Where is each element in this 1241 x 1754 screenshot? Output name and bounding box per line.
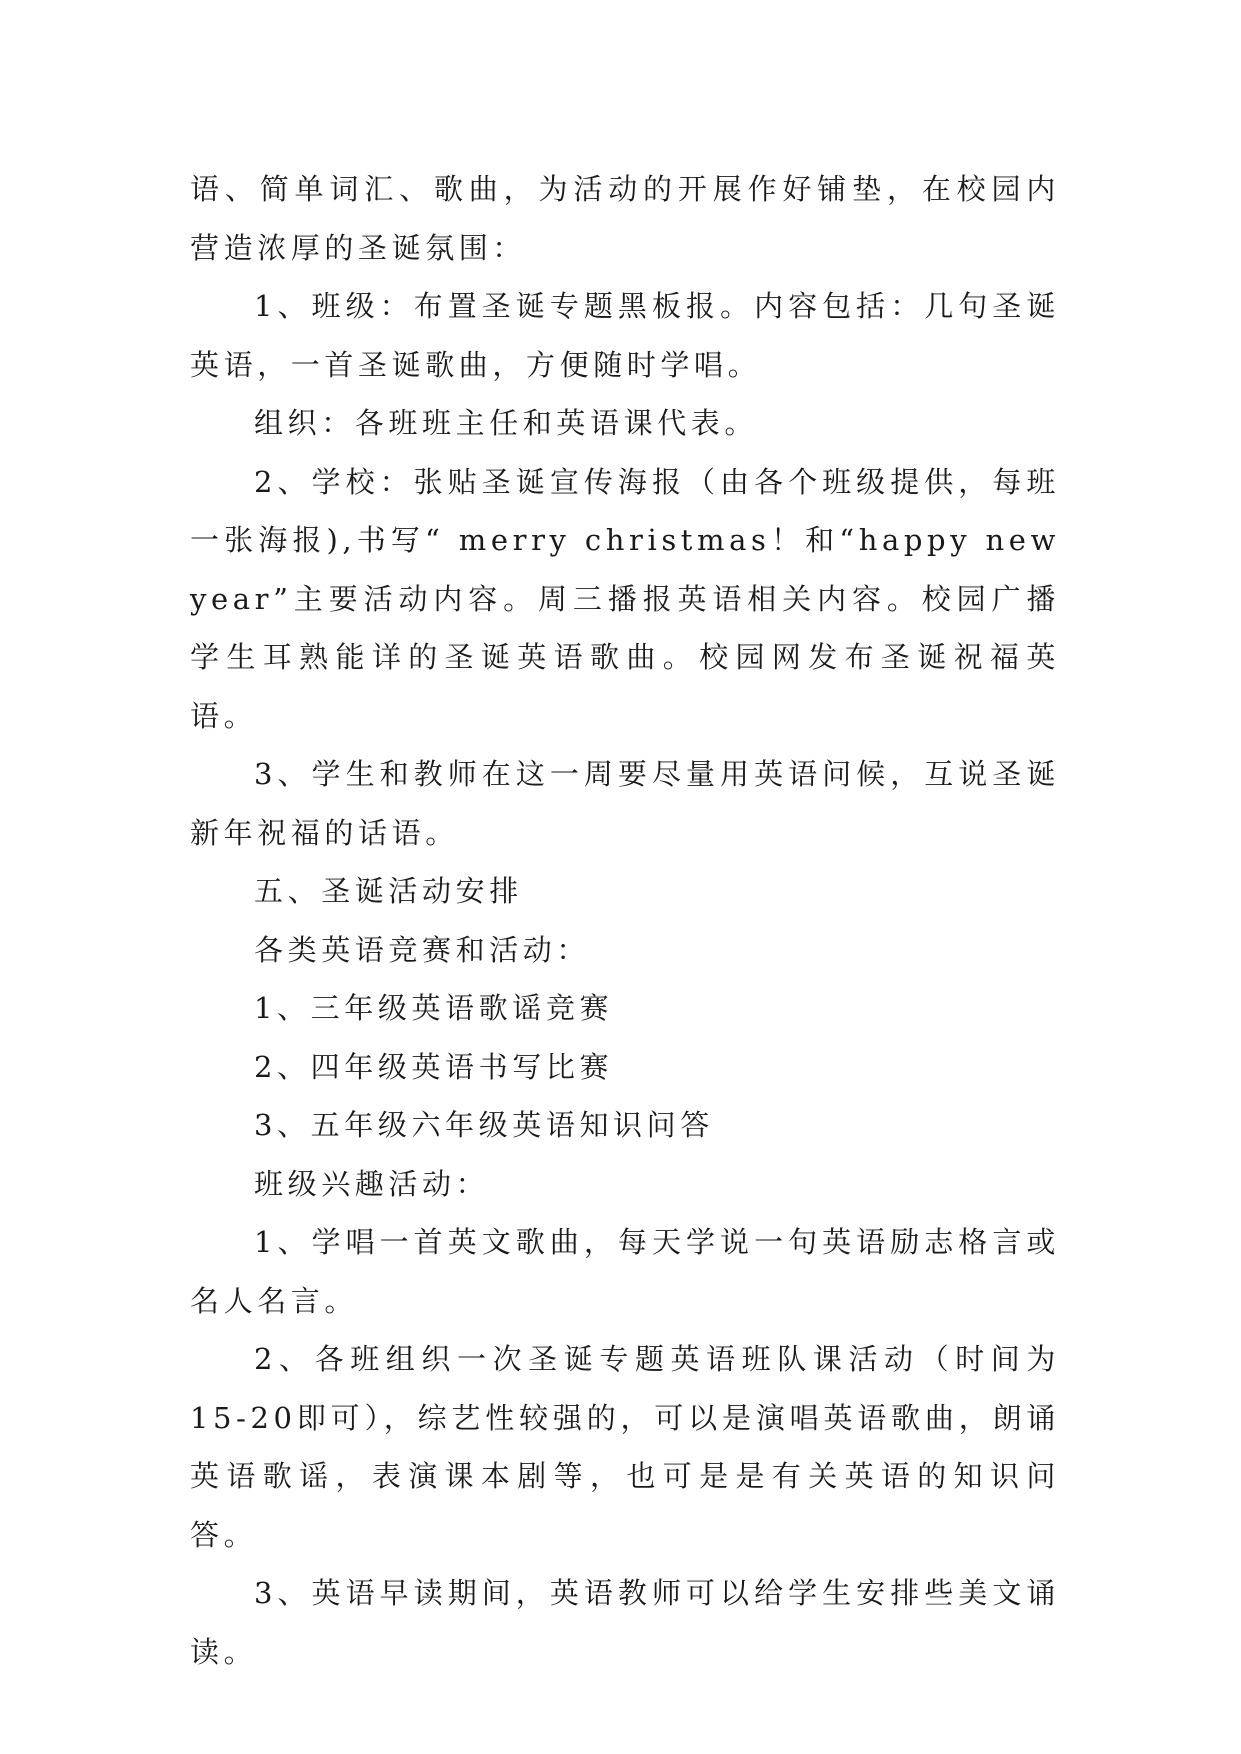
paragraph-class-blackboard: 1、班级：布置圣诞专题黑板报。内容包括：几句圣诞英语，一首圣诞歌曲，方便随时学唱。 (190, 289, 1060, 382)
list-item-grade4: 2、四年级英语书写比赛 (254, 1049, 614, 1084)
list-item-morning-reading: 3、英语早读期间，英语教师可以给学生安排些美文诵读。 (190, 1576, 1060, 1669)
list-item-grade5-6: 3、五年级六年级英语知识问答 (254, 1108, 714, 1142)
subheading-competitions: 各类英语竞赛和活动： (254, 932, 591, 967)
paragraph-organizers: 组织：各班班主任和英语课代表。 (254, 406, 759, 440)
section-heading-activities: 五、圣诞活动安排 (254, 874, 523, 908)
document-body (190, 160, 1060, 1681)
subheading-class-activities: 班级兴趣活动： (254, 1166, 490, 1201)
list-item-class-meeting: 2、各班组织一次圣诞专题英语班队课活动（时间为15-20即可），综艺性较强的，可以是演唱英语歌曲，朗诵英语歌谣，表演课本剧等，也可是是有关英语的知识问答。 (190, 1342, 1060, 1552)
paragraph-school-posters: 2、学校：张贴圣诞宣传海报（由各个班级提供，每班一张海报),书写“ merry christmas！和“happy new year”主要活动内容。周三播报英语相关内容。校园广播学生耳熟能详的圣诞英语歌曲。校园网发布圣诞祝福英语。 (190, 464, 1060, 733)
list-item-song: 1、学唱一首英文歌曲，每天学说一句英语励志格言或名人名言。 (190, 1225, 1060, 1318)
paragraph-intro-continuation: 语、简单词汇、歌曲，为活动的开展作好铺垫，在校园内营造浓厚的圣诞氛围： (190, 172, 1060, 265)
paragraph-greetings: 3、学生和教师在这一周要尽量用英语问候，互说圣诞新年祝福的话语。 (190, 757, 1060, 850)
list-item-grade3: 1、三年级英语歌谣竞赛 (254, 991, 614, 1025)
